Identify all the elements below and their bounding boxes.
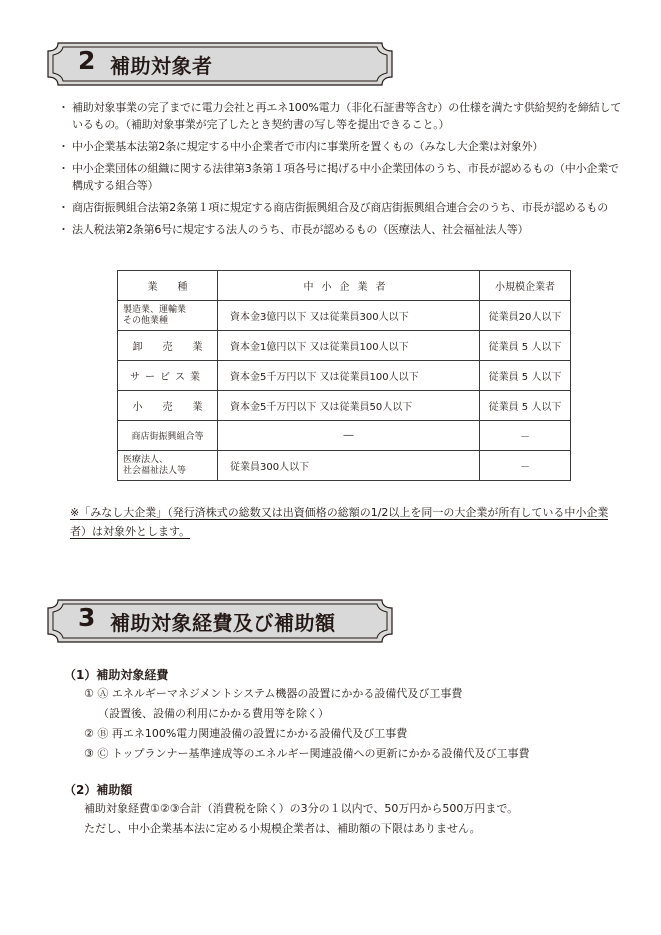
table-header-row [118, 271, 571, 301]
section-title: 補助対象経費及び補助額 [110, 611, 336, 635]
list-item: ・ 中小企業団体の組織に関する法律第3条第１項各号に掲げる中小企業団体のうち、市長が認めるもの（中小企業で構成する組合等） [62, 160, 622, 194]
cell-sme: 資本金3億円以下 又は従業員300人以下 [218, 301, 480, 331]
section-number: 3 [78, 603, 96, 632]
cell-sme: 従業員300人以下 [218, 451, 480, 481]
table-row [118, 391, 571, 421]
cell-small: 従業員20人以下 [480, 301, 571, 331]
table-row [118, 451, 571, 481]
section-2-banner [44, 41, 394, 85]
table-row [118, 331, 571, 361]
cell-sme: 資本金5千万円以下 又は従業員100人以下 [218, 361, 480, 391]
body-text: 補助対象経費①②③合計（消費税を除く）の3分の１以内で、50万円から500万円まで。 [84, 802, 519, 815]
list-item: ③ Ⓒ トップランナー基準達成等のエネルギー関連設備への更新にかかる設備代及び工事費 [84, 747, 530, 760]
cell-small: － [480, 421, 571, 451]
cell-sme: 資本金1億円以下 又は従業員100人以下 [218, 331, 480, 361]
cell-sme: 資本金5千万円以下 又は従業員50人以下 [218, 391, 480, 421]
list-item: ・ 法人税法第2条第6号に規定する法人のうち、市長が認めるもの（医療法人、社会福祉法人等） [62, 221, 622, 238]
cell-industry: 医療法人、 社会福祉法人等 [118, 451, 218, 481]
section-number: 2 [78, 46, 96, 75]
cell-sme: ― [218, 421, 480, 451]
cell-industry: 小 売 業 [118, 391, 218, 421]
cell-small: 従業員 5 人以下 [480, 391, 571, 421]
banner-frame-icon [44, 41, 396, 87]
list-item: ・ 商店街振興組合法第2条第１項に規定する商店街振興組合及び商店街振興組合連合会のうち、市長が認めるもの [62, 199, 622, 216]
cell-small: － [480, 451, 571, 481]
header-industry: 業 種 [118, 271, 218, 301]
section-3-banner [44, 598, 396, 642]
company-size-table [117, 270, 571, 481]
table-row [118, 421, 571, 451]
cell-industry: 商店街振興組合等 [118, 421, 218, 451]
cell-industry: サービス業 [118, 361, 218, 391]
list-item: ・ 補助対象事業の完了までに電力会社と再エネ100%電力（非化石証書等含む）の仕様を満たす供給契約を締結しているもの。（補助対象事業が完了したとき契約書の写し等を提出できること。） [62, 99, 622, 133]
cell-small: 従業員 5 人以下 [480, 361, 571, 391]
subsection-heading: （2）補助額 [64, 783, 133, 797]
list-item: （設置後、設備の利用にかかる費用等を除く） [98, 707, 329, 720]
note-text: ※「みなし大企業」（発行済株式の総数又は出資価格の総額の1/2以上を同一の大企業が所有している中小企業者）は対象外とします。 [70, 506, 609, 538]
body-text: ただし、中小企業基本法に定める小規模企業者は、補助額の下限はありません。 [84, 822, 481, 835]
subsection-heading: （1）補助対象経費 [64, 668, 169, 682]
list-item: ② Ⓑ 再エネ100%電力関連設備の設置にかかる設備代及び工事費 [84, 727, 408, 740]
eligibility-list [62, 99, 622, 243]
list-item: ・ 中小企業基本法第2条に規定する中小企業者で市内に事業所を置くもの（みなし大企業は対象外） [62, 138, 622, 155]
table-row [118, 301, 571, 331]
header-small: 小規模企業者 [480, 271, 571, 301]
list-item: ① Ⓐ エネルギーマネジメントシステム機器の設置にかかる設備代及び工事費 [84, 687, 463, 700]
table-row [118, 361, 571, 391]
header-sme: 中小企業者 [218, 271, 480, 301]
cell-industry: 製造業、運輸業 その他業種 [118, 301, 218, 331]
cell-industry: 卸 売 業 [118, 331, 218, 361]
section-title: 補助対象者 [110, 54, 213, 78]
cell-small: 従業員 5 人以下 [480, 331, 571, 361]
